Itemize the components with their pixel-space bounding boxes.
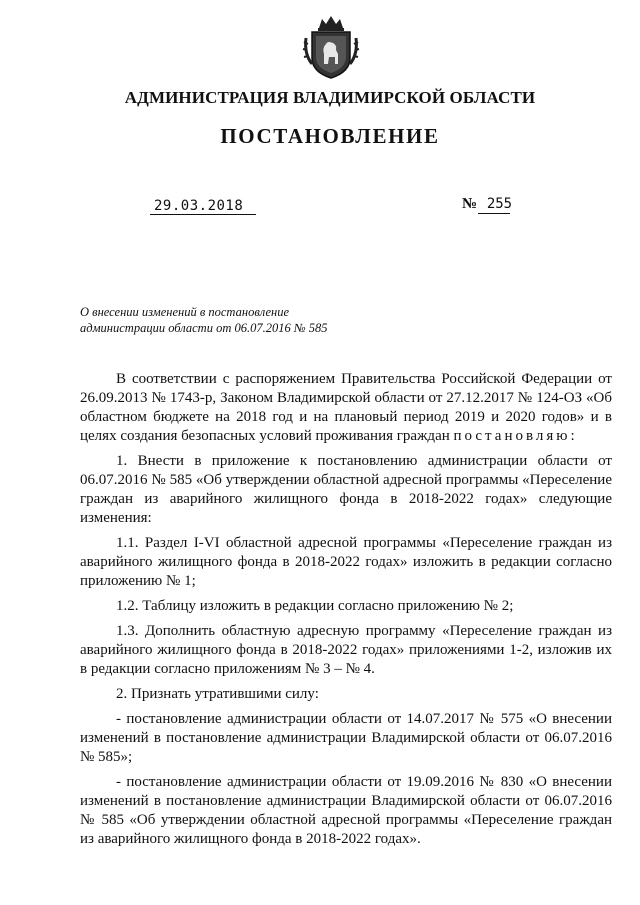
- document-number: 255: [486, 196, 513, 212]
- document-type-heading: ПОСТАНОВЛЕНИЕ: [220, 124, 440, 148]
- body-paragraph-2-item-2: - постановление администрации области от 19.09.2016 № 830 «О внесении изменений в постановление администрации Владимирской области от 06.07.2016 № 585 «Об утверждении областной адресной программы «Переселение граждан из аварийного жилищного фонда в 2018-2022 годах».: [80, 774, 612, 847]
- organization-title: АДМИНИСТРАЦИЯ ВЛАДИМИРСКОЙ ОБЛАСТИ: [124, 88, 536, 107]
- body-paragraph-1-2: 1.2. Таблицу изложить в редакции согласно приложению № 2;: [116, 598, 514, 614]
- body-paragraph-1: 1. Внести в приложение к постановлению администрации области от 06.07.2016 № 585 «Об утверждении областной адресной программы «Переселение граждан из аварийного жилищного фонда в 2018-2022 годах» следующие изменения:: [80, 453, 612, 526]
- body-paragraph-2: 2. Признать утратившими силу:: [116, 686, 319, 702]
- number-sign: №: [462, 196, 478, 212]
- preamble-text: В соответствии с распоряжением Правительства Российской Федерации от 26.09.2013 № 1743-р, Законом Владимирской области от 27.12.2017 № 124-ОЗ «Об областном бюджете на 2018 год и на плановый период 2019 и 2020 годов» и в целях создания безопасных условий проживания граждан: [80, 371, 612, 444]
- date-underline: [150, 214, 256, 215]
- body-paragraph-1-1: 1.1. Раздел I-VI областной адресной программы «Переселение граждан из аварийного жилищного фонда в 2018-2022 годах» изложить в редакции согласно приложению № 1;: [80, 535, 612, 589]
- body-paragraph-preamble: [80, 370, 612, 446]
- preamble-resolve-word: постановляю:: [453, 428, 578, 444]
- document-date: 29.03.2018: [154, 198, 244, 214]
- document-body: [80, 370, 612, 855]
- document-number-block: [462, 196, 512, 213]
- number-underline: [478, 213, 510, 214]
- subject-line-1: О внесении изменений в постановление: [80, 305, 290, 319]
- subject-line-2: администрации области от 06.07.2016 № 585: [80, 320, 328, 335]
- coat-of-arms-icon: [302, 14, 360, 80]
- document-subject: [80, 305, 380, 336]
- body-paragraph-1-3: 1.3. Дополнить областную адресную программу «Переселение граждан из аварийного жилищного фонда в 2018-2022 годах» приложениями 1-2, изложив их в редакции согласно приложениям № 3 – № 4.: [80, 623, 612, 677]
- body-paragraph-2-item-1: - постановление администрации области от 14.07.2017 № 575 «О внесении изменений в постановление администрации Владимирской области от 06.07.2016 № 585»;: [80, 711, 612, 765]
